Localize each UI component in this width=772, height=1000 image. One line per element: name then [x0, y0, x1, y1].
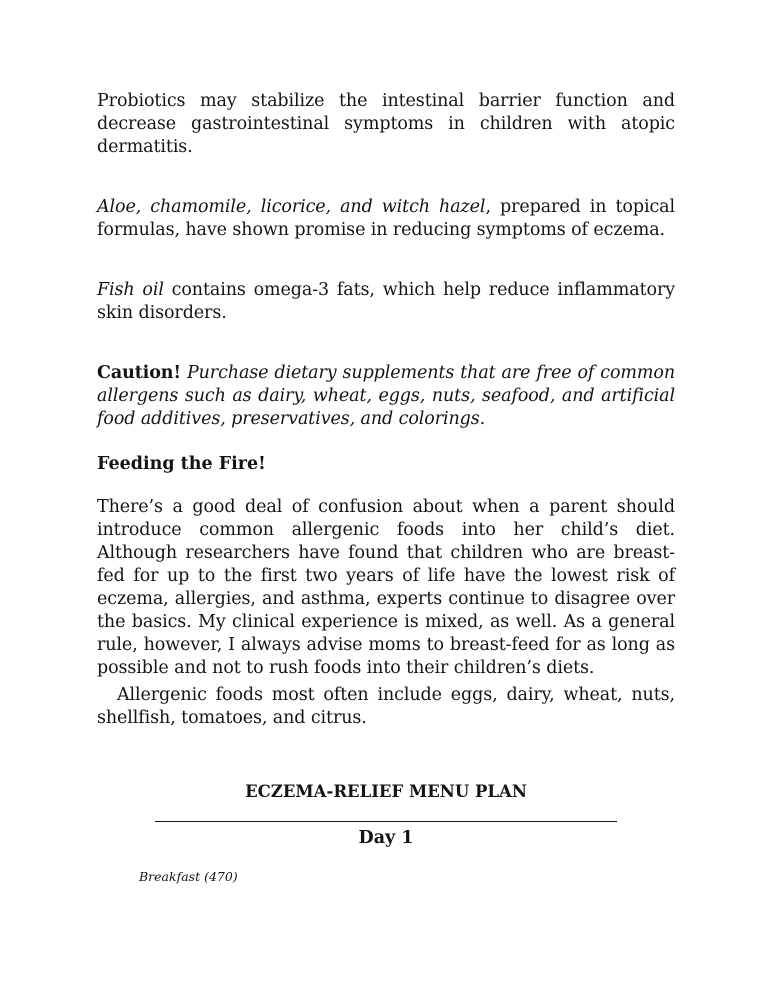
paragraph-aloe [97, 196, 675, 242]
paragraph-probiotics: Probiotics may stabilize the intestinal barrier function and decrease gastrointestinal symptoms in children with atopic dermatitis. [97, 91, 675, 157]
day-title: Day 1 [358, 828, 414, 848]
paragraph-feeding: There’s a good deal of confusion about when a parent should introduce common allergenic foods into her child’s diet. Although researchers have found that children who are breast-fed for up to the first two years of life have the lowest risk of eczema, allergies, and asthma, experts continue to disagree over the basics. My clinical experience is mixed, as well. As a general rule, however, I always advise moms to breast-feed for as long as possible and not to rush foods into their children’s diets. [97, 497, 675, 678]
fish-oil-term: Fish oil [97, 280, 164, 300]
meal-label: Breakfast (470) [139, 869, 238, 884]
aloe-text: , prepared in topical formulas, have shown promise in reducing symptoms of eczema. [97, 197, 676, 240]
document-page [97, 90, 675, 885]
herb-list: Aloe, chamomile, licorice, and witch hazel [97, 197, 486, 217]
paragraph-fish-oil [97, 279, 675, 325]
paragraph-caution [97, 362, 675, 431]
menu-divider [155, 821, 617, 822]
paragraph-allergenic-foods: Allergenic foods most often include eggs, dairy, wheat, nuts, shellfish, tomatoes, and citrus. [97, 685, 675, 728]
fish-oil-text: contains omega-3 fats, which help reduce inflammatory skin disorders. [97, 280, 675, 323]
caution-label: Caution! [97, 363, 181, 383]
section-heading: Feeding the Fire! [97, 454, 266, 474]
caution-text: Purchase dietary supplements that are free of common allergens such as dairy, wheat, eggs, nuts, seafood, and artificial food additives, preservatives, and colorings. [97, 363, 675, 429]
menu-plan-title: ECZEMA-RELIEF MENU PLAN [245, 782, 527, 801]
